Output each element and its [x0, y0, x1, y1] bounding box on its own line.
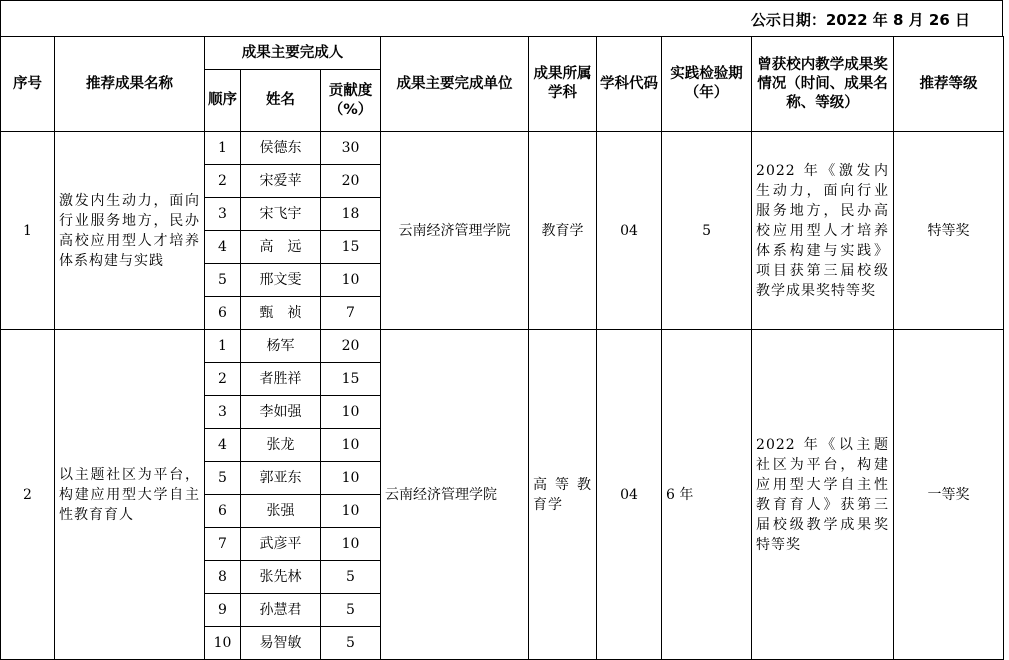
- person-order: 3: [205, 396, 241, 429]
- person-contrib: 10: [321, 528, 381, 561]
- person-name: 高 远: [241, 231, 321, 264]
- person-contrib: 10: [321, 264, 381, 297]
- person-order: 5: [205, 264, 241, 297]
- person-order: 6: [205, 297, 241, 330]
- person-contrib: 10: [321, 429, 381, 462]
- person-name: 者胜祥: [241, 363, 321, 396]
- person-contrib: 30: [321, 132, 381, 165]
- header-person: 姓名: [241, 70, 321, 132]
- person-name: 武彦平: [241, 528, 321, 561]
- person-contrib: 5: [321, 594, 381, 627]
- person-order: 8: [205, 561, 241, 594]
- row-name: 以主题社区为平台，构建应用型大学自主性教育育人: [55, 330, 205, 660]
- person-contrib: 15: [321, 231, 381, 264]
- person-name: 张龙: [241, 429, 321, 462]
- header-order: 顺序: [205, 70, 241, 132]
- person-name: 孙慧君: [241, 594, 321, 627]
- person-name: 郭亚东: [241, 462, 321, 495]
- person-contrib: 10: [321, 462, 381, 495]
- row-period: 5: [662, 132, 752, 330]
- row-level: 一等奖: [894, 330, 1004, 660]
- person-order: 10: [205, 627, 241, 660]
- row-awards: 2022 年《激发内生动力，面向行业服务地方，民办高校应用型人才培养体系构建与实践》项目获第三届校级教学成果奖特等奖: [752, 132, 894, 330]
- row-seq: 2: [1, 330, 55, 660]
- header-awards: 曾获校内教学成果奖情况（时间、成果名称、等级）: [752, 37, 894, 132]
- row-seq: 1: [1, 132, 55, 330]
- person-contrib: 10: [321, 495, 381, 528]
- header-unit: 成果主要完成单位: [381, 37, 529, 132]
- person-order: 7: [205, 528, 241, 561]
- person-contrib: 18: [321, 198, 381, 231]
- person-contrib: 10: [321, 396, 381, 429]
- person-name: 易智敏: [241, 627, 321, 660]
- person-order: 1: [205, 132, 241, 165]
- person-contrib: 15: [321, 363, 381, 396]
- person-name: 杨军: [241, 330, 321, 363]
- person-contrib: 5: [321, 627, 381, 660]
- row-unit: 云南经济管理学院: [381, 330, 529, 660]
- person-order: 4: [205, 429, 241, 462]
- achievements-table: [0, 36, 1004, 660]
- header-contrib: 贡献度（%）: [321, 70, 381, 132]
- person-contrib: 5: [321, 561, 381, 594]
- person-order: 4: [205, 231, 241, 264]
- row-code: 04: [597, 132, 662, 330]
- row-discipline: 教育学: [529, 132, 597, 330]
- person-name: 宋飞宇: [241, 198, 321, 231]
- header-main-people: 成果主要完成人: [205, 37, 381, 70]
- person-order: 1: [205, 330, 241, 363]
- person-order: 2: [205, 165, 241, 198]
- row-discipline: 高等教育学: [529, 330, 597, 660]
- table-row: [1, 330, 1004, 363]
- header-level: 推荐等级: [894, 37, 1004, 132]
- person-name: 张强: [241, 495, 321, 528]
- person-contrib: 20: [321, 165, 381, 198]
- person-contrib: 20: [321, 330, 381, 363]
- header-discipline: 成果所属学科: [529, 37, 597, 132]
- header-code: 学科代码: [597, 37, 662, 132]
- row-period: 6 年: [662, 330, 752, 660]
- person-order: 9: [205, 594, 241, 627]
- person-contrib: 7: [321, 297, 381, 330]
- person-name: 侯德东: [241, 132, 321, 165]
- row-awards: 2022 年《以主题社区为平台，构建应用型大学自主性教育育人》获第三届校级教学成果奖特等奖: [752, 330, 894, 660]
- row-level: 特等奖: [894, 132, 1004, 330]
- person-order: 6: [205, 495, 241, 528]
- publish-date: 公示日期：2022 年 8 月 26 日: [750, 11, 970, 29]
- row-name: 激发内生动力，面向行业服务地方，民办高校应用型人才培养体系构建与实践: [55, 132, 205, 330]
- person-order: 3: [205, 198, 241, 231]
- header-period: 实践检验期（年）: [662, 37, 752, 132]
- row-unit: 云南经济管理学院: [381, 132, 529, 330]
- header-seq: 序号: [1, 37, 55, 132]
- publish-date-bar: [0, 0, 1003, 36]
- person-name: 李如强: [241, 396, 321, 429]
- person-order: 2: [205, 363, 241, 396]
- table-body: [1, 132, 1004, 660]
- header-name: 推荐成果名称: [55, 37, 205, 132]
- person-name: 甄 祯: [241, 297, 321, 330]
- row-code: 04: [597, 330, 662, 660]
- person-name: 邢文雯: [241, 264, 321, 297]
- person-name: 宋爱苹: [241, 165, 321, 198]
- table-row: [1, 132, 1004, 165]
- person-order: 5: [205, 462, 241, 495]
- header-row-1: [1, 37, 1004, 70]
- person-name: 张先林: [241, 561, 321, 594]
